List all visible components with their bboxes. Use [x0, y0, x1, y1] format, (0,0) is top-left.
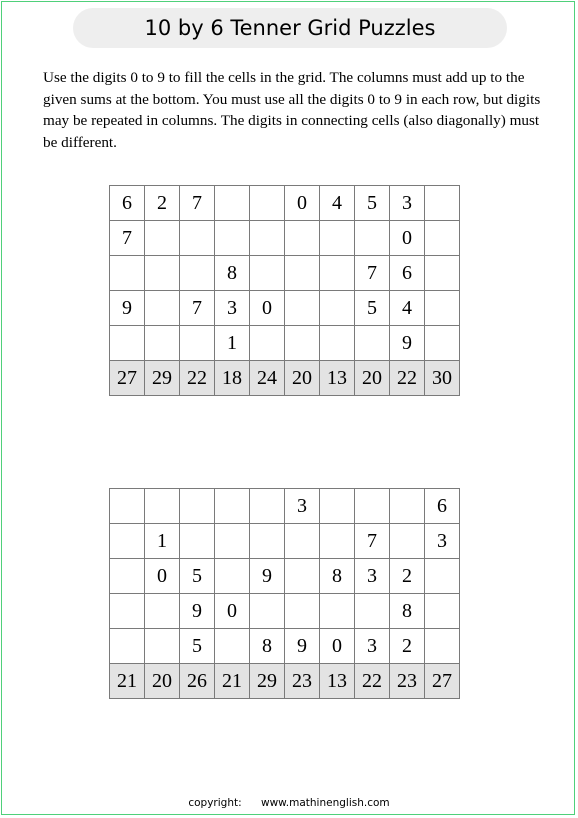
website-link[interactable]: www.mathinenglish.com	[260, 797, 390, 809]
grid-cell[interactable]: 9	[180, 594, 215, 629]
grid-cell[interactable]	[425, 629, 460, 664]
grid-row	[110, 256, 460, 291]
column-sum-cell: 27	[425, 664, 460, 699]
column-sum-cell: 13	[320, 361, 355, 396]
grid-cell[interactable]: 9	[250, 559, 285, 594]
grid-cell[interactable]	[180, 256, 215, 291]
grid-cell[interactable]	[285, 291, 320, 326]
column-sum-cell: 27	[110, 361, 145, 396]
grid-cell[interactable]	[215, 186, 250, 221]
grid-cell[interactable]: 0	[250, 291, 285, 326]
grid-cell[interactable]: 5	[355, 186, 390, 221]
grid-cell[interactable]: 1	[215, 326, 250, 361]
grid-cell[interactable]	[250, 256, 285, 291]
column-sum-cell: 24	[250, 361, 285, 396]
grid-cell[interactable]	[180, 326, 215, 361]
grid-cell[interactable]	[320, 489, 355, 524]
grid-cell[interactable]: 7	[355, 524, 390, 559]
grid-cell[interactable]	[355, 326, 390, 361]
grid-cell[interactable]: 7	[180, 291, 215, 326]
grid-cell[interactable]	[285, 326, 320, 361]
grid-cell[interactable]	[215, 221, 250, 256]
grid-cell[interactable]	[320, 524, 355, 559]
grid-cell[interactable]: 2	[390, 629, 425, 664]
sum-row	[110, 664, 460, 699]
grid-cell[interactable]: 2	[145, 186, 180, 221]
column-sum-cell: 23	[390, 664, 425, 699]
grid-cell[interactable]	[215, 559, 250, 594]
grid-cell[interactable]: 0	[285, 186, 320, 221]
grid-cell[interactable]	[110, 256, 145, 291]
grid-cell[interactable]: 7	[110, 221, 145, 256]
grid-cell[interactable]: 8	[390, 594, 425, 629]
grid-cell[interactable]	[285, 221, 320, 256]
grid-row	[110, 489, 460, 524]
grid-cell[interactable]	[425, 594, 460, 629]
column-sum-cell: 20	[285, 361, 320, 396]
grid-cell[interactable]	[285, 524, 320, 559]
grid-cell[interactable]: 0	[215, 594, 250, 629]
grid-cell[interactable]	[425, 256, 460, 291]
column-sum-cell: 20	[355, 361, 390, 396]
grid-cell[interactable]	[110, 489, 145, 524]
grid-cell[interactable]	[285, 559, 320, 594]
grid-cell[interactable]	[250, 594, 285, 629]
grid-cell[interactable]	[320, 256, 355, 291]
grid-cell[interactable]: 6	[390, 256, 425, 291]
column-sum-cell: 22	[180, 361, 215, 396]
grid-cell[interactable]	[425, 186, 460, 221]
grid-cell[interactable]	[145, 326, 180, 361]
copyright-label: copyright:	[188, 797, 242, 809]
grid-row	[110, 629, 460, 664]
grid-cell[interactable]	[215, 629, 250, 664]
grid-cell[interactable]: 0	[320, 629, 355, 664]
column-sum-cell: 20	[145, 664, 180, 699]
column-sum-cell: 30	[425, 361, 460, 396]
grid-cell[interactable]	[425, 559, 460, 594]
grid-cell[interactable]	[215, 489, 250, 524]
grid-cell[interactable]: 3	[355, 629, 390, 664]
grid-cell[interactable]: 3	[285, 489, 320, 524]
column-sum-cell: 22	[390, 361, 425, 396]
grid-row	[110, 594, 460, 629]
grid-cell[interactable]: 4	[390, 291, 425, 326]
grid-cell[interactable]: 3	[355, 559, 390, 594]
grid-cell[interactable]	[145, 629, 180, 664]
grid-cell[interactable]: 8	[320, 559, 355, 594]
grid-cell[interactable]	[250, 524, 285, 559]
grid-cell[interactable]: 2	[390, 559, 425, 594]
column-sum-cell: 29	[250, 664, 285, 699]
grid-cell[interactable]	[425, 221, 460, 256]
grid-cell[interactable]	[145, 256, 180, 291]
grid-cell[interactable]	[320, 326, 355, 361]
grid-cell[interactable]	[390, 524, 425, 559]
tenner-grid-1	[109, 185, 460, 396]
grid-cell[interactable]	[285, 594, 320, 629]
column-sum-cell: 13	[320, 664, 355, 699]
grid-cell[interactable]	[145, 489, 180, 524]
grid-cell[interactable]	[320, 291, 355, 326]
grid-cell[interactable]	[425, 326, 460, 361]
grid-cell[interactable]	[110, 629, 145, 664]
grid-cell[interactable]: 8	[250, 629, 285, 664]
instructions-text: Use the digits 0 to 9 to fill the cells in the grid. The columns must add up to the given sums at the bottom. You must use all the digits 0 to 9 in each row, but digits may be repeated in columns. The digits in connecting cells (also diagonally) must be different.	[43, 69, 541, 151]
grid-cell[interactable]: 8	[215, 256, 250, 291]
grid-row	[110, 186, 460, 221]
grid-cell[interactable]	[250, 489, 285, 524]
grid-cell[interactable]	[180, 524, 215, 559]
grid-cell[interactable]	[180, 489, 215, 524]
grid-cell[interactable]: 0	[390, 221, 425, 256]
grid-cell[interactable]	[145, 594, 180, 629]
column-sum-cell: 21	[110, 664, 145, 699]
grid-cell[interactable]	[145, 221, 180, 256]
grid-cell[interactable]	[110, 524, 145, 559]
grid-cell[interactable]	[110, 559, 145, 594]
grid-cell[interactable]: 9	[390, 326, 425, 361]
grid-cell[interactable]: 5	[180, 629, 215, 664]
tenner-grid-2	[109, 488, 460, 699]
column-sum-cell: 23	[285, 664, 320, 699]
sum-row	[110, 361, 460, 396]
page-title: 10 by 6 Tenner Grid Puzzles	[73, 8, 507, 48]
grid-cell[interactable]	[425, 291, 460, 326]
grid-cell[interactable]: 9	[285, 629, 320, 664]
grid-cell[interactable]	[145, 291, 180, 326]
grid-row	[110, 326, 460, 361]
grid-cell[interactable]	[355, 594, 390, 629]
grid-cell[interactable]: 5	[355, 291, 390, 326]
grid-cell[interactable]	[110, 326, 145, 361]
grid-cell[interactable]: 4	[320, 186, 355, 221]
grid-cell[interactable]: 0	[145, 559, 180, 594]
grid-cell[interactable]	[320, 221, 355, 256]
grid-cell[interactable]: 1	[145, 524, 180, 559]
grid-cell[interactable]	[390, 489, 425, 524]
column-sum-cell: 26	[180, 664, 215, 699]
grid-cell[interactable]	[355, 489, 390, 524]
grid-row	[110, 524, 460, 559]
grid-cell[interactable]	[215, 524, 250, 559]
grid-cell[interactable]	[110, 594, 145, 629]
footer	[0, 797, 578, 809]
grid-cell[interactable]	[180, 221, 215, 256]
grid-cell[interactable]: 3	[425, 524, 460, 559]
grid-row	[110, 559, 460, 594]
grid-cell[interactable]: 6	[110, 186, 145, 221]
column-sum-cell: 21	[215, 664, 250, 699]
grid-row	[110, 221, 460, 256]
grid-cell[interactable]	[285, 256, 320, 291]
column-sum-cell: 18	[215, 361, 250, 396]
grid-cell[interactable]	[355, 221, 390, 256]
grid-cell[interactable]: 7	[180, 186, 215, 221]
column-sum-cell: 22	[355, 664, 390, 699]
grid-row	[110, 291, 460, 326]
grid-cell[interactable]: 3	[390, 186, 425, 221]
grid-cell[interactable]	[250, 221, 285, 256]
grid-cell[interactable]	[320, 594, 355, 629]
grid-cell[interactable]: 3	[215, 291, 250, 326]
column-sum-cell: 29	[145, 361, 180, 396]
grid-cell[interactable]: 7	[355, 256, 390, 291]
grid-cell[interactable]	[250, 326, 285, 361]
grid-cell[interactable]: 9	[110, 291, 145, 326]
grid-cell[interactable]: 5	[180, 559, 215, 594]
grid-cell[interactable]	[250, 186, 285, 221]
grid-cell[interactable]: 6	[425, 489, 460, 524]
